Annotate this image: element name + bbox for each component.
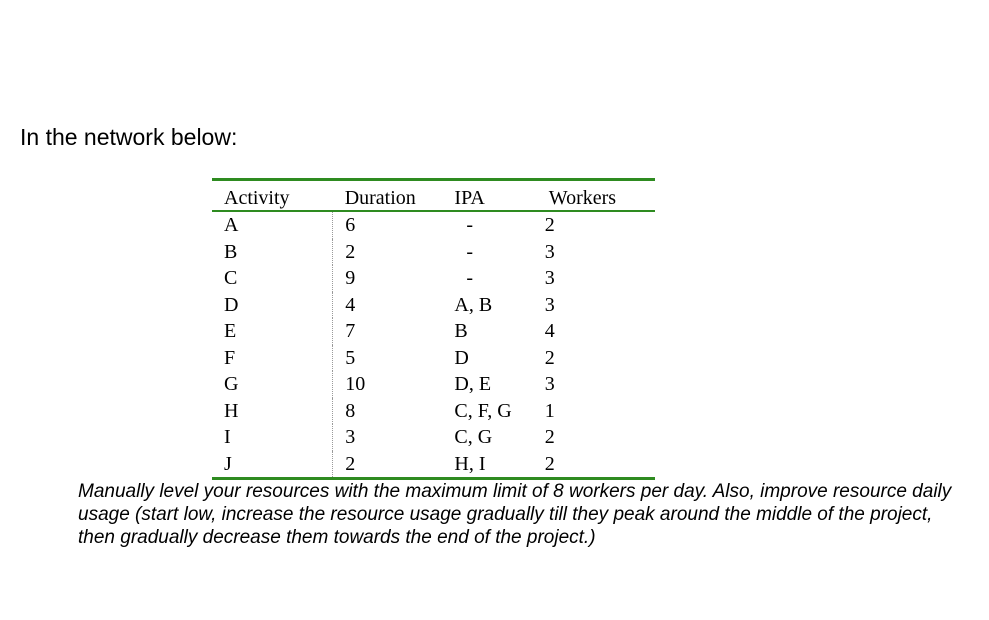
header-ipa: IPA	[454, 180, 544, 212]
cell-duration: 4	[333, 292, 455, 319]
cell-activity: E	[224, 320, 237, 343]
table-row	[212, 265, 655, 292]
table-row	[212, 318, 655, 345]
cell-duration: 9	[333, 265, 455, 292]
cell-workers: 3	[544, 293, 555, 316]
cell-workers: 1	[544, 399, 555, 422]
cell-ipa: H, I	[454, 452, 486, 475]
cell-activity: B	[224, 240, 238, 263]
cell-activity: G	[224, 373, 239, 396]
table-header-row	[212, 180, 655, 212]
cell-workers: 3	[544, 373, 555, 396]
cell-duration: 7	[333, 318, 455, 345]
activity-table	[212, 178, 655, 480]
cell-activity: F	[224, 346, 236, 369]
cell-activity: A	[224, 214, 239, 237]
cell-ipa: A, B	[454, 293, 493, 316]
cell-ipa: -	[466, 240, 474, 263]
cell-activity: H	[224, 399, 239, 422]
cell-ipa: D, E	[454, 373, 492, 396]
table-row	[212, 239, 655, 266]
cell-workers: 2	[544, 452, 555, 475]
cell-duration: 3	[333, 424, 455, 451]
cell-ipa: -	[466, 214, 474, 237]
cell-ipa: -	[466, 267, 474, 290]
cell-activity: C	[224, 267, 238, 290]
table-row	[212, 424, 655, 451]
instructions-note: Manually level your resources with the maximum limit of 8 workers per day. Also, improve resource daily usage (start low, increase the resource usage gradually till they peak around the middle of the project, then gradually decrease them towards the end of the project.)	[78, 481, 952, 548]
table-row	[212, 398, 655, 425]
cell-workers: 3	[544, 240, 555, 263]
cell-ipa: B	[454, 320, 468, 343]
cell-workers: 2	[544, 426, 555, 449]
cell-duration: 2	[333, 239, 455, 266]
header-activity: Activity	[212, 180, 333, 212]
table-row	[212, 211, 655, 239]
cell-duration: 2	[333, 451, 455, 479]
cell-ipa: C, F, G	[454, 399, 512, 422]
cell-duration: 8	[333, 398, 455, 425]
cell-ipa: C, G	[454, 426, 493, 449]
cell-duration: 10	[333, 371, 455, 398]
cell-activity: I	[224, 426, 231, 449]
cell-ipa: D	[454, 346, 469, 369]
cell-duration: 5	[333, 345, 455, 372]
header-workers: Workers	[545, 180, 655, 212]
cell-workers: 4	[544, 320, 555, 343]
cell-workers: 3	[544, 267, 555, 290]
intro-text: In the network below:	[20, 124, 238, 150]
table-row	[212, 451, 655, 479]
table-row	[212, 345, 655, 372]
table-row	[212, 292, 655, 319]
activity-table-container	[212, 178, 655, 480]
table-row	[212, 371, 655, 398]
cell-duration: 6	[333, 211, 455, 239]
cell-workers: 2	[544, 214, 555, 237]
cell-workers: 2	[544, 346, 555, 369]
cell-activity: D	[224, 293, 239, 316]
cell-activity: J	[224, 452, 232, 475]
header-duration: Duration	[333, 180, 455, 212]
